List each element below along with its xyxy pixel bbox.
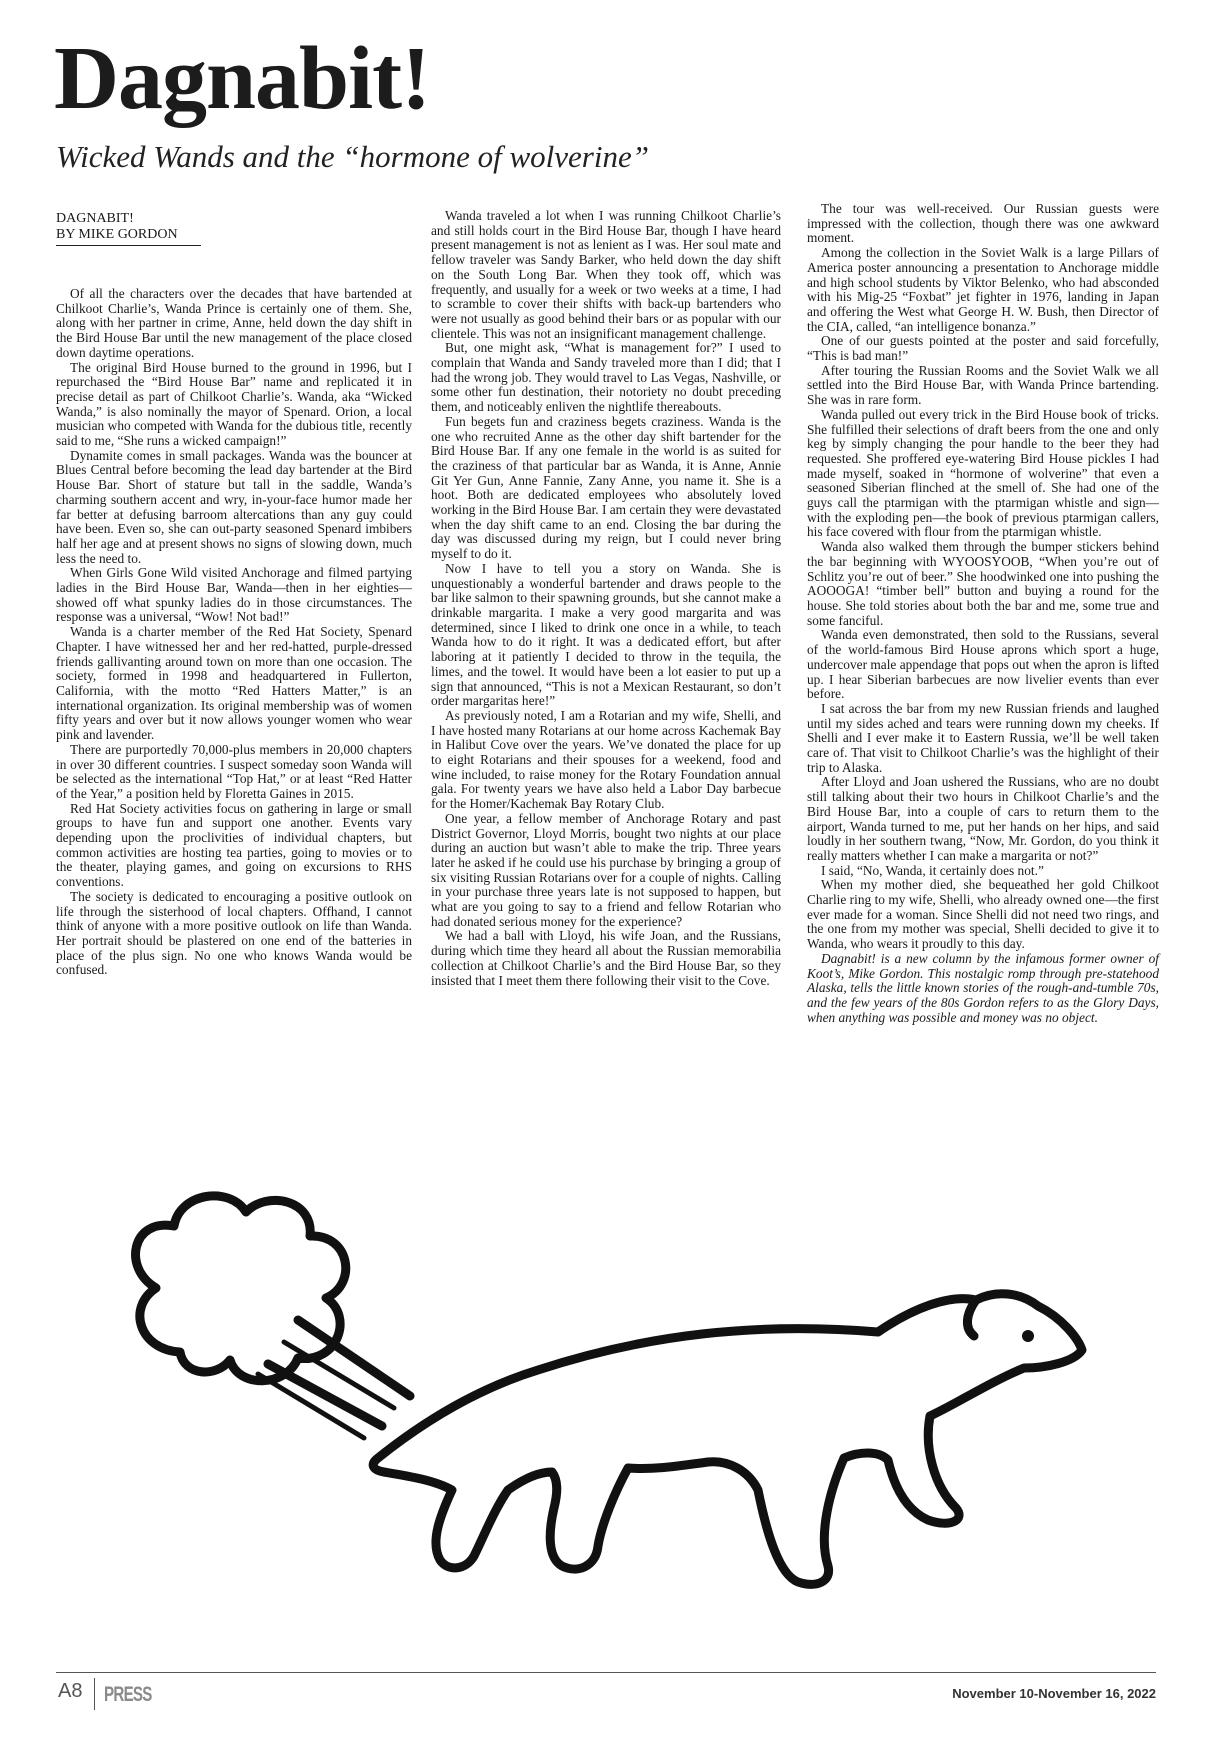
paragraph: Dynamite comes in small packages. Wanda was the bouncer at Blues Central before becoming the lead day bartender at the Bird House Bar. Short of stature but tall in the saddle, Wanda’s charming southern accent and wry, in-your-face humor made her far better at defusing barroom altercations than any guy could have been. Even so, she can out-party seasoned Spenard imbibers half her age and at present shows no signs of slowing down, much less the need to. xyxy=(56,447,412,566)
wolverine-eye-shape xyxy=(1022,1330,1034,1342)
byline xyxy=(56,211,201,246)
publication-logo: PRESS xyxy=(104,1683,152,1706)
paragraph: After touring the Russian Rooms and the Soviet Walk we all settled into the Bird House Bar, with Wanda Prince bartending. She was in rare form. xyxy=(807,362,1159,408)
paragraph: Wanda traveled a lot when I was running Chilkoot Charlie’s and still holds court in the Bird House Bar, though I have heard present management is not as lenient as I was. Her soul mate and fellow traveler was Sandy Barker, who held down the day shift on the South Long Bar. When they took off, which was frequently, and usually for a week or two weeks at a time, I had to scramble to cover their shifts with back-up bartenders who were not usually as good behind their bars or as popular with our clientele. This was not an insignificant management challenge. xyxy=(431,208,781,341)
paragraph: One of our guests pointed at the poster and said forcefully, “This is bad man!” xyxy=(807,333,1159,364)
paragraph: One year, a fellow member of Anchorage Rotary and past District Governor, Lloyd Morris, bought two nights at our place during an auction but wasn’t able to make the trip. Three years later he asked if he could use his purchase by bringing a group of six visiting Russian Rotarians over for a couple of nights. Calling in your purchase three years late is not supposed to happen, but what are you going to say to a friend and fellow Rotarian who had donated serious money for the experience? xyxy=(431,810,781,929)
article-column-3 xyxy=(807,202,1159,1025)
article-column-2 xyxy=(431,209,781,988)
paragraph: Fun begets fun and craziness begets craziness. Wanda is the one who recruited Anne as the other day shift bartender for the Bird House Bar. If any one female in the world is as suited for the craziness of that particular bar as Wanda, it is Anne, Annie Git Yer Gun, Anne Fannie, Zany Anne, you name it. She is a hoot. Both are dedicated employees who absolutely loved working in the Bird House Bar. I am certain they were devastated when the day shift came to an end. Closing the bar during the day was discussed during my reign, but I could never bring myself to do it. xyxy=(431,413,781,562)
paragraph: Wanda pulled out every trick in the Bird House book of tricks. She fulfilled their selections of draft beers from the one and only keg by simply changing the pour handle to the beer they had requested. She proffered eye-watering Bird House pickles I had made myself, soaked in “hormone of wolverine” that even a seasoned Siberian flinched at the smell of. She had one of the guys call the ptarmigan with the ptarmigan whistle and sign—with the exploding pen—the book of previous ptarmigan callers, his face covered with flour from the ptarmigan whistle. xyxy=(807,406,1159,540)
author-name: BY MIKE GORDON xyxy=(56,227,201,246)
issue-date: November 10-November 16, 2022 xyxy=(952,1686,1156,1701)
headline: Dagnabit! xyxy=(54,29,431,128)
wolverine-ear-shape xyxy=(967,1300,976,1336)
paragraph: The original Bird House burned to the ground in 1996, but I repurchased the “Bird House Bar” name and replicated it in precise detail as part of Chilkoot Charlie’s. Wanda, aka “Wicked Wanda,” is also nominally the mayor of Spenard. Orion, a local musician who competed with Wanda for the dubious title, recently said to me, “She runs a wicked campaign!” xyxy=(56,359,412,449)
paragraph: There are purportedly 70,000-plus members in 20,000 chapters in over 30 different countries. I suspect someday soon Wanda will be selected as the international “Top Hat,” or at least “Red Hatter of the Year,” a position held by Floretta Gaines in 2015. xyxy=(56,741,412,801)
paragraph: Wanda even demonstrated, then sold to the Russians, several of the world-famous Bird House aprons which sport a huge, undercover male appendage that pops out when the apron is lifted up. I hear Siberian barbecues are now livelier events than ever before. xyxy=(807,627,1159,702)
paragraph: The society is dedicated to encouraging a positive outlook on life through the sisterhood of local chapters. Offhand, I cannot think of anyone with a more positive outlook on life than Wanda. Her portrait should be plastered on one end of the batteries in place of the plus sign. No one who knows Wanda would be confused. xyxy=(56,888,412,978)
column-name: DAGNABIT! xyxy=(56,211,134,226)
paragraph: Now I have to tell you a story on Wanda. She is unquestionably a wonderful bartender and draws people to the bar like salmon to their spawning grounds, but she cannot make a drinkable margarita. I make a very good margarita and was determined, since I liked to drink one once in a while, to teach Wanda how to do it right. It was a dedicated effort, but after laboring at it patiently I decided to throw in the tequila, the limes, and the towel. It would have been a lot easier to put up a sign that announced, “This is not a Mexican Restaurant, so don’t order margaritas here!” xyxy=(431,560,781,709)
cloud-puff-shape xyxy=(136,1196,346,1381)
paragraph: I said, “No, Wanda, it certainly does not.” xyxy=(821,862,1044,878)
paragraph: We had a ball with Lloyd, his wife Joan, and the Russians, during which time they heard all about the Russian memorabilia collection at Chilkoot Charlie’s and the Bird House Bar, so they insisted that I meet them there following their visit to the Cove. xyxy=(431,928,781,988)
paragraph: I sat across the bar from my new Russian friends and laughed until my sides ached and tears were running down my cheeks. If Shelli and I ever make it to Eastern Russia, we’ll be well taken care of. That visit to Chilkoot Charlie’s was the highlight of their trip to Alaska. xyxy=(807,700,1159,775)
editor-note: Dagnabit! is a new column by the infamous former owner of Koot’s, Mike Gordon. This nostalgic romp through pre-statehood Alaska, tells the little known stories of the rough-and-tumble 70s, and the few years of the 80s Gordon refers to as the Glory Days, when anything was possible and money was no object. xyxy=(807,950,1159,1025)
paragraph: As previously noted, I am a Rotarian and my wife, Shelli, and I have hosted many Rotarians at our home across Kachemak Bay in Halibut Cove over the years. We’ve donated the place for up to eight Rotarians and their spouses for a weekend, food and wine included, to raise money for the Rotary Foundation annual gala. For twenty years we have also held a Labor Day barbecue for the Homer/Kachemak Bay Rotary Club. xyxy=(431,707,781,812)
page-number: A8 xyxy=(58,1680,83,1702)
footer-divider xyxy=(56,1672,1156,1673)
paragraph: When Girls Gone Wild visited Anchorage and filmed partying ladies in the Bird House Bar, Wanda—then in her eighties—showed off what spunky ladies do in those circumstances. The response was a universal, “Wow! Not bad!” xyxy=(56,565,412,625)
paragraph: Red Hat Society activities focus on gathering in large or small groups to have fun and support one another. Events vary depending upon the proclivities of individual chapters, but common activities are hosting tea parties, going to movies or to the theater, playing games, and going on excursions to RHS conventions. xyxy=(56,800,412,890)
subheadline: Wicked Wands and the “hormone of wolverine” xyxy=(56,139,649,174)
paragraph: Of all the characters over the decades that have bartended at Chilkoot Charlie’s, Wanda Prince is certainly one of them. She, along with her partner in crime, Anne, held down the day shift in the Bird House Bar until the new management of the place closed down daytime operations. xyxy=(56,286,412,360)
paragraph: When my mother died, she bequeathed her gold Chilkoot Charlie ring to my wife, Shelli, who already owned one—the first ever made for a woman. Since Shelli did not need two rings, and the one from my mother was special, Shelli decided to give it to Wanda, who wears it proudly to this day. xyxy=(807,877,1159,952)
paragraph: After Lloyd and Joan ushered the Russians, who are no doubt still talking about their two hours in Chilkoot Charlie’s and the Bird House Bar, into a couple of cars to return them to the airport, Wanda turned to me, put her hands on her hips, and said loudly in her southern twang, “Now, Mr. Gordon, do you think it really matters whether I can make a margarita or not?” xyxy=(807,774,1159,863)
article-column-1 xyxy=(56,287,412,978)
footer-separator xyxy=(94,1678,95,1710)
paragraph: Wanda is a charter member of the Red Hat Society, Spenard Chapter. I have witnessed her and her red-hatted, purple-dressed friends gallivanting around town on more than one occasion. The society, formed in 1998 and headquartered in Fullerton, California, with the motto “Red Hatters Matter,” is an international organization. Its original membership was of women fifty years and over but it now allows younger women who wear pink and lavender. xyxy=(56,624,412,743)
wolverine-and-cloud-drawing xyxy=(118,1190,1108,1660)
paragraph: Among the collection in the Soviet Walk is a large Pillars of America poster announcing a presentation to Anchorage middle and high school students by Viktor Belenko, who had absconded with his Mig-25 “Foxbat” jet fighter in 1976, landing in Japan and offering the West what George H. W. Bush, then Director of the CIA, called, “an intelligence bonanza.” xyxy=(807,245,1159,334)
paragraph: Wanda also walked them through the bumper stickers behind the bar beginning with WYOOSYOOB, “When you’re out of Schlitz you’re out of beer.” She hoodwinked one into pushing the AOOOGA! “timber bell” button and buying a round for the house. She told stories about both the bar and me, some true and some fanciful. xyxy=(807,539,1159,628)
paragraph: The tour was well-received. Our Russian guests were impressed with the collection, though there was one awkward moment. xyxy=(807,201,1159,246)
paragraph: But, one might ask, “What is management for?” I used to complain that Wanda and Sandy traveled more than I did; that I had the wrong job. They would travel to Las Vegas, Nashville, or some other fun destination, their notoriety no doubt preceding them, and noticeably enliven the nightlife thereabouts. xyxy=(431,340,781,415)
